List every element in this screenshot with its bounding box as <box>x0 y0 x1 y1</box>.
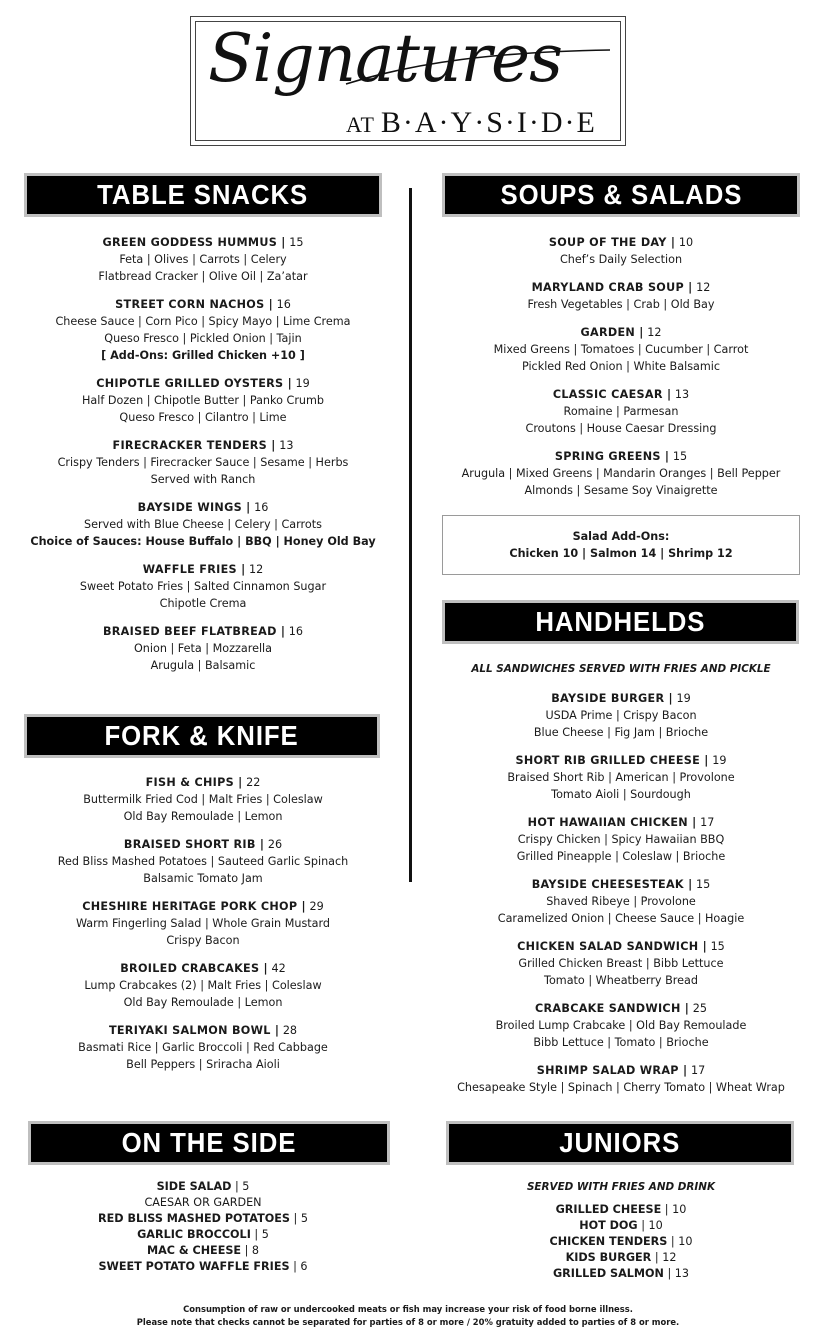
menu-item-description: Buttermilk Fried Cod | Malt Fries | Coleslaw <box>83 793 323 806</box>
menu-item-heading <box>442 448 800 465</box>
menu-item-heading <box>442 814 800 831</box>
footer-line-1: Consumption of raw or undercooked meats or fish may increase your risk of food borne illness. <box>183 1304 633 1314</box>
menu-item-price: 17 <box>690 1064 706 1077</box>
menu-item-name: MARYLAND CRAB SOUP | <box>531 281 693 294</box>
menu-item-heading <box>442 690 800 707</box>
menu-item-description: Queso Fresco | Cilantro | Lime <box>119 411 287 424</box>
menu-item-price: 15 <box>289 236 304 249</box>
restaurant-logo <box>190 16 626 146</box>
logo-inner-frame <box>195 21 621 141</box>
menu-item-price: 28 <box>282 1024 298 1037</box>
menu-item-price: 25 <box>692 1002 708 1015</box>
menu-item-heading <box>442 386 800 403</box>
menu-item-name: CHESHIRE HERITAGE PORK CHOP | <box>82 900 306 913</box>
menu-item-description: Red Bliss Mashed Potatoes | Sauteed Garlic Spinach <box>57 855 349 868</box>
menu-item-description: Broiled Lump Crabcake | Old Bay Remoulade <box>495 1019 747 1032</box>
menu-item-name: FISH & CHIPS | <box>145 776 243 789</box>
menu-item-price: 42 <box>271 962 286 975</box>
menu-item <box>24 623 382 674</box>
menu-item-heading <box>442 279 800 296</box>
menu-item-heading <box>24 898 382 915</box>
menu-row-price: | 5 <box>293 1212 308 1225</box>
menu-item-heading <box>442 876 800 893</box>
menu-item <box>24 1022 382 1073</box>
menu-item-name: CHIPOTLE GRILLED OYSTERS | <box>96 377 292 390</box>
logo-at: AT <box>346 112 375 137</box>
menu-item-name: CRABCAKE SANDWICH | <box>534 1002 690 1015</box>
menu-item-description: Tomato Aioli | Sourdough <box>551 788 691 801</box>
menu-item-description: Pickled Red Onion | White Balsamic <box>521 360 721 373</box>
logo-subtitle <box>346 106 597 140</box>
menu-row-name: GRILLED CHEESE <box>555 1203 662 1216</box>
menu-item-description: Bell Peppers | Sriracha Aioli <box>126 1058 280 1071</box>
menu-item <box>24 774 382 825</box>
menu-item-description: Bibb Lettuce | Tomato | Brioche <box>533 1036 709 1049</box>
menu-item-name: SOUP OF THE DAY | <box>548 236 676 249</box>
menu-item-description: Shaved Ribeye | Provolone <box>546 895 696 908</box>
menu-item-description: USDA Prime | Crispy Bacon <box>545 709 697 722</box>
on-the-side-title: ON THE SIDE <box>121 1127 297 1158</box>
menu-item-price: 22 <box>246 776 261 789</box>
menu-item-description: Crispy Bacon <box>166 934 240 947</box>
menu-row-price: | 5 <box>254 1228 269 1241</box>
menu-item-price: 13 <box>674 388 690 401</box>
menu-item-price: 16 <box>254 501 269 514</box>
menu-item-price: 15 <box>672 450 688 463</box>
menu-row-name: GRILLED SALMON <box>552 1267 664 1280</box>
menu-item-price: 12 <box>249 563 264 576</box>
soups-salads-header <box>442 173 800 217</box>
menu-item-description: Romaine | Parmesan <box>563 405 679 418</box>
menu-item-description: Chipotle Crema <box>159 597 247 610</box>
menu-item <box>24 296 382 364</box>
menu-item-description: Flatbread Cracker | Olive Oil | Za’atar <box>98 270 308 283</box>
menu-item-price: 17 <box>700 816 715 829</box>
menu-item-description: Blue Cheese | Fig Jam | Brioche <box>533 726 709 739</box>
menu-item-description: Mixed Greens | Tomatoes | Cucumber | Carrot <box>493 343 749 356</box>
menu-item-heading <box>442 1000 800 1017</box>
menu-item-description: Arugula | Mixed Greens | Mandarin Oranges | Bell Pepper <box>461 467 781 480</box>
salad-addons-box <box>442 515 800 575</box>
menu-row-name: CHICKEN TENDERS <box>549 1235 668 1248</box>
menu-item-name: SPRING GREENS | <box>554 450 670 463</box>
handhelds-note: ALL SANDWICHES SERVED WITH FRIES AND PICKLE <box>471 663 771 675</box>
juniors-header <box>446 1121 794 1165</box>
menu-row-price: | 10 <box>670 1235 693 1248</box>
menu-item-heading <box>24 437 382 454</box>
logo-script-text: Signatures <box>208 20 562 97</box>
menu-item-heading <box>442 938 800 955</box>
menu-row <box>442 1234 800 1250</box>
menu-item-price: 10 <box>678 236 694 249</box>
menu-row-price: | 10 <box>664 1203 687 1216</box>
menu-item-heading <box>24 836 382 853</box>
menu-item-description: Served with Blue Cheese | Celery | Carrots <box>84 518 322 531</box>
menu-item <box>442 876 800 927</box>
menu-item-heading <box>442 1062 800 1079</box>
menu-item-name: BAYSIDE BURGER | <box>551 692 673 705</box>
menu-item-name: SHRIMP SALAD WRAP | <box>536 1064 688 1077</box>
menu-item-description: Queso Fresco | Pickled Onion | Tajin <box>104 332 302 345</box>
handhelds-header <box>442 600 799 644</box>
menu-item-description: Warm Fingerling Salad | Whole Grain Mustard <box>75 917 331 930</box>
menu-row <box>24 1211 382 1227</box>
menu-item-price: 16 <box>276 298 291 311</box>
menu-item <box>442 324 800 375</box>
menu-row-name: RED BLISS MASHED POTATOES <box>98 1212 290 1225</box>
column-divider <box>409 188 412 882</box>
menu-item-description: Crispy Tenders | Firecracker Sauce | Sesame | Herbs <box>57 456 349 469</box>
menu-item-description: Balsamic Tomato Jam <box>143 872 263 885</box>
menu-item-description: Almonds | Sesame Soy Vinaigrette <box>524 484 718 497</box>
menu-row-price: | 10 <box>641 1219 663 1232</box>
menu-row-price: | 8 <box>244 1244 260 1257</box>
menu-item-description: Caramelized Onion | Cheese Sauce | Hoagie <box>497 912 745 925</box>
menu-item-heading <box>24 623 382 640</box>
menu-item-description: Served with Ranch <box>150 473 256 486</box>
menu-item <box>442 690 800 741</box>
menu-item-heading <box>24 296 382 313</box>
menu-item-name: HOT HAWAIIAN CHICKEN | <box>527 816 697 829</box>
menu-item <box>24 561 382 612</box>
menu-row <box>442 1202 800 1218</box>
menu-item-description: Basmati Rice | Garlic Broccoli | Red Cabbage <box>78 1041 328 1054</box>
menu-row <box>24 1179 382 1195</box>
on-the-side-list <box>24 1179 382 1275</box>
menu-item <box>442 1062 800 1096</box>
menu-row <box>24 1259 382 1275</box>
menu-item-price: 12 <box>647 326 662 339</box>
menu-item <box>442 938 800 989</box>
menu-item-name: BRAISED SHORT RIB | <box>123 838 265 851</box>
menu-item-name: GREEN GODDESS HUMMUS | <box>102 236 286 249</box>
menu-item <box>24 960 382 1011</box>
table-snacks-header <box>24 173 382 217</box>
menu-item-name: BROILED CRABCAKES | <box>120 962 268 975</box>
juniors-note: SERVED WITH FRIES AND DRINK <box>526 1181 716 1193</box>
menu-item-extra: [ Add-Ons: Grilled Chicken +10 ] <box>101 349 305 362</box>
menu-item-description: Chesapeake Style | Spinach | Cherry Tomato | Wheat Wrap <box>457 1081 785 1094</box>
menu-item-name: WAFFLE FRIES | <box>142 563 246 576</box>
menu-item <box>442 814 800 865</box>
menu-item-price: 12 <box>696 281 711 294</box>
menu-item-description: Fresh Vegetables | Crab | Old Bay <box>527 298 715 311</box>
menu-item-heading <box>24 1022 382 1039</box>
menu-item-description: Old Bay Remoulade | Lemon <box>123 810 283 823</box>
menu-item-description: Lump Crabcakes (2) | Malt Fries | Coleslaw <box>84 979 322 992</box>
menu-item-price: 26 <box>267 838 283 851</box>
menu-row-name: GARLIC BROCCOLI <box>137 1228 251 1241</box>
menu-item <box>24 375 382 426</box>
menu-row-price: | 6 <box>293 1260 308 1273</box>
menu-item-name: CLASSIC CAESAR | <box>552 388 672 401</box>
menu-item-heading <box>24 375 382 392</box>
menu-item <box>442 752 800 803</box>
menu-item <box>24 499 382 550</box>
menu-item-heading <box>24 960 382 977</box>
menu-row <box>24 1195 382 1211</box>
table-snacks-title: TABLE SNACKS <box>97 179 309 210</box>
fork-knife-list <box>24 774 382 1084</box>
menu-item-description: Tomato | Wheatberry Bread <box>544 974 698 987</box>
menu-row-name: SWEET POTATO WAFFLE FRIES <box>98 1260 290 1273</box>
fork-knife-title: FORK & KNIFE <box>104 720 300 751</box>
menu-item-price: 19 <box>712 754 727 767</box>
menu-row <box>442 1218 800 1234</box>
menu-item <box>442 279 800 313</box>
menu-item-heading <box>442 324 800 341</box>
juniors-list <box>442 1179 800 1282</box>
menu-item-name: BAYSIDE WINGS | <box>137 501 251 514</box>
menu-item-description: Grilled Chicken Breast | Bibb Lettuce <box>518 957 724 970</box>
menu-item <box>24 437 382 488</box>
footer-notice <box>0 1303 816 1329</box>
menu-item-price: 13 <box>279 439 294 452</box>
menu-row-price: | 13 <box>667 1267 690 1280</box>
salad-addons-line: Chicken 10 | Salmon 14 | Shrimp 12 <box>509 547 733 560</box>
menu-row-name: SIDE SALAD <box>156 1180 232 1193</box>
table-snacks-list <box>24 234 382 685</box>
menu-item-name: GARDEN | <box>580 326 644 339</box>
menu-item-description: Sweet Potato Fries | Salted Cinnamon Sugar <box>79 580 327 593</box>
menu-item-description: Half Dozen | Chipotle Butter | Panko Crumb <box>81 394 325 407</box>
menu-item-description: Old Bay Remoulade | Lemon <box>123 996 283 1009</box>
handhelds-list <box>442 661 800 1107</box>
menu-item-price: 19 <box>295 377 310 390</box>
menu-item <box>442 234 800 268</box>
logo-bayside: B·A·Y·S·I·D·E <box>380 106 597 139</box>
menu-item-heading <box>442 752 800 769</box>
menu-item-name: TERIYAKI SALMON BOWL | <box>108 1024 280 1037</box>
menu-item-description: Braised Short Rib | American | Provolone <box>507 771 735 784</box>
menu-item-description: Grilled Pineapple | Coleslaw | Brioche <box>516 850 726 863</box>
menu-item-name: SHORT RIB GRILLED CHEESE | <box>515 754 709 767</box>
menu-item-price: 15 <box>696 878 711 891</box>
menu-item <box>442 448 800 499</box>
fork-knife-header <box>24 714 380 758</box>
menu-item-name: CHICKEN SALAD SANDWICH | <box>517 940 707 953</box>
menu-row-name: HOT DOG <box>579 1219 638 1232</box>
menu-item-description: Crispy Chicken | Spicy Hawaiian BBQ <box>517 833 725 846</box>
menu-item-name: FIRECRACKER TENDERS | <box>112 439 276 452</box>
menu-item-name: STREET CORN NACHOS | <box>115 298 274 311</box>
menu-item-price: 16 <box>288 625 304 638</box>
menu-row <box>24 1243 382 1259</box>
soups-salads-list <box>442 234 800 510</box>
menu-item <box>442 386 800 437</box>
menu-item <box>442 1000 800 1051</box>
menu-item <box>24 898 382 949</box>
menu-item-description: Feta | Olives | Carrots | Celery <box>119 253 287 266</box>
menu-item <box>24 234 382 285</box>
menu-item-name: BAYSIDE CHEESESTEAK | <box>531 878 693 891</box>
menu-item-heading <box>24 499 382 516</box>
menu-item-price: 19 <box>676 692 691 705</box>
menu-item-description: Chef’s Daily Selection <box>559 253 683 266</box>
on-the-side-header <box>28 1121 390 1165</box>
menu-item-price: 15 <box>710 940 725 953</box>
menu-row-price: | 5 <box>234 1180 250 1193</box>
menu-item-name: BRAISED BEEF FLATBREAD | <box>102 625 286 638</box>
menu-item <box>24 836 382 887</box>
menu-item-heading <box>24 774 382 791</box>
menu-item-price: 29 <box>309 900 324 913</box>
menu-item-heading <box>442 234 800 251</box>
footer-line-2: Please note that checks cannot be separated for parties of 8 or more / 20% gratuity added to parties of 8 or more. <box>136 1317 680 1327</box>
menu-row <box>24 1227 382 1243</box>
menu-item-heading <box>24 234 382 251</box>
menu-item-description: Onion | Feta | Mozzarella <box>133 642 273 655</box>
menu-item-heading <box>24 561 382 578</box>
salad-addons-title: Salad Add-Ons: <box>572 530 670 543</box>
juniors-title: JUNIORS <box>559 1127 681 1158</box>
menu-row-name: MAC & CHEESE <box>146 1244 242 1257</box>
menu-item-description: Croutons | House Caesar Dressing <box>525 422 717 435</box>
menu-row-price: CAESAR OR GARDEN <box>144 1196 262 1209</box>
menu-item-extra: Choice of Sauces: House Buffalo | BBQ | Honey Old Bay <box>30 535 376 548</box>
menu-item-description: Arugula | Balsamic <box>150 659 256 672</box>
menu-item-description: Cheese Sauce | Corn Pico | Spicy Mayo | Lime Crema <box>55 315 351 328</box>
handhelds-title: HANDHELDS <box>535 606 706 637</box>
menu-row-price: | 12 <box>654 1251 677 1264</box>
menu-row <box>442 1266 800 1282</box>
menu-row <box>442 1250 800 1266</box>
menu-row-name: KIDS BURGER <box>565 1251 652 1264</box>
soups-salads-title: SOUPS & SALADS <box>500 179 742 210</box>
